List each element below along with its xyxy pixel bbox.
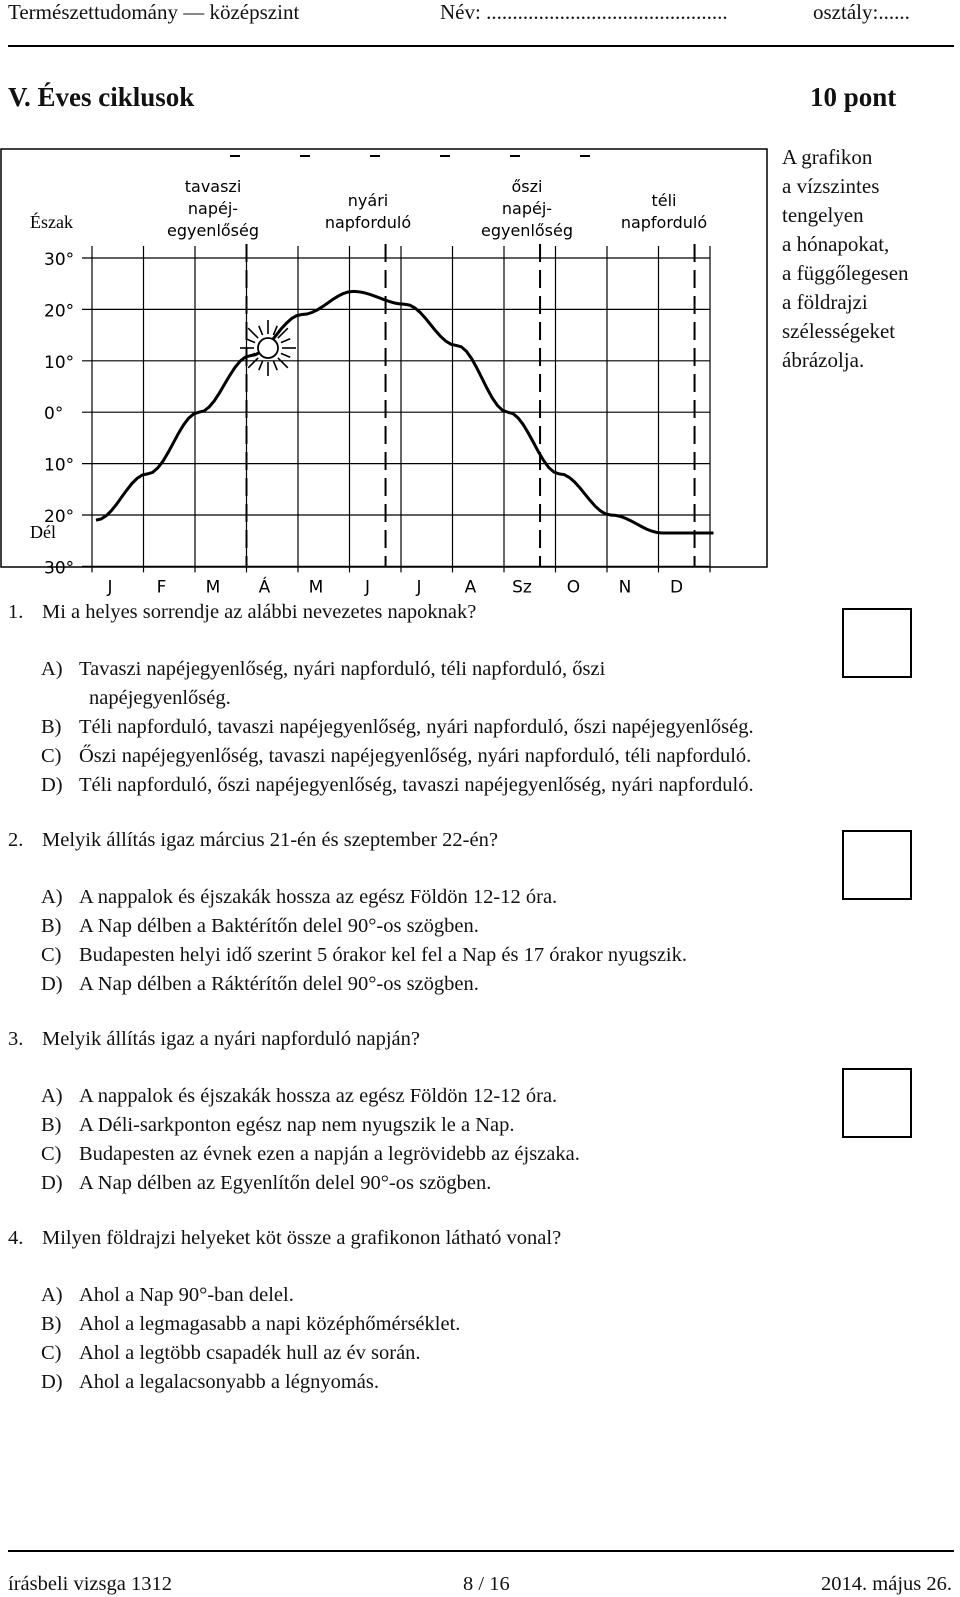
class-field-label: osztály:...... [813, 0, 910, 24]
page-number: 8 / 16 [463, 1573, 510, 1595]
question-text: Mi a helyes sorrendje az alábbi nevezetes napoknak? [42, 601, 477, 623]
event-label-line: napforduló [324, 213, 412, 232]
option-text: Téli napforduló, tavaszi napéjegyenlőség, nyári napforduló, őszi napéjegyenlőség. [79, 716, 754, 738]
option-letter: A) [41, 1085, 63, 1107]
month-label: J [416, 577, 422, 598]
option-text: A Nap délben a Baktérítőn delel 90°-os szögben. [79, 915, 479, 937]
option-text: Ahol a legalacsonyabb a légnyomás. [79, 1371, 380, 1393]
description-line: a függőlegesen [782, 261, 909, 285]
page-header [8, 0, 940, 28]
event-label-line: tavaszi [184, 177, 242, 196]
option-b [41, 1310, 460, 1339]
month-label: J [107, 577, 113, 598]
option-letter: C) [41, 1342, 62, 1364]
answer-box-3[interactable] [842, 1068, 912, 1138]
footer-date: 2014. május 26. [821, 1573, 952, 1595]
option-text: Budapesten az évnek ezen a napján a legrövidebb az éjszaka. [79, 1143, 580, 1165]
option-letter: D) [41, 1172, 63, 1194]
option-letter: D) [41, 774, 63, 796]
option-c [41, 742, 751, 771]
option-letter: C) [41, 1143, 62, 1165]
description-line: A grafikon [782, 145, 873, 169]
option-text: Budapesten helyi idő szerint 5 órakor kel fel a Nap és 17 órakor nyugszik. [79, 944, 687, 966]
month-label: F [156, 577, 167, 598]
y-tick-label: 10° [44, 352, 75, 373]
y-tick-label: 30° [44, 558, 75, 579]
month-label: M [308, 577, 324, 598]
event-label-line: egyenlőség [166, 221, 260, 240]
option-letter: B) [41, 915, 62, 937]
option-d [41, 1169, 491, 1198]
option-text: Ahol a Nap 90°-ban delel. [79, 1284, 294, 1306]
month-label: A [464, 577, 477, 598]
description-line: szélességeket [782, 319, 896, 343]
option-text: A Nap délben az Egyenlítőn delel 90°-os szögben. [79, 1172, 492, 1194]
event-label-line: napéj- [187, 199, 239, 218]
section-points: 10 pont [810, 82, 897, 112]
question-number: 2. [8, 829, 24, 851]
option-a [41, 655, 606, 709]
question-text: Milyen földrajzi helyeket köt össze a grafikonon látható vonal? [42, 1227, 562, 1249]
event-label-line: őszi [511, 177, 543, 196]
header-rule [8, 45, 954, 47]
month-label: O [566, 577, 581, 598]
option-letter: B) [41, 1313, 62, 1335]
option-text: Tavaszi napéjegyenlőség, nyári napforduló, téli napforduló, őszi [79, 658, 606, 680]
month-label: Sz [512, 577, 532, 598]
description-line: a földrajzi [782, 290, 868, 314]
month-label: J [364, 577, 371, 598]
option-c [41, 941, 687, 970]
option-c [41, 1339, 421, 1368]
question-number: 3. [8, 1028, 24, 1050]
event-label-line: nyári [347, 191, 389, 210]
y-tick-label: 20° [44, 301, 75, 322]
option-text: A nappalok és éjszakák hossza az egész Földön 12-12 óra. [79, 1085, 558, 1107]
month-label: M [205, 577, 221, 598]
solar-declination-figure [0, 148, 768, 598]
option-text: Téli napforduló, őszi napéjegyenlőség, tavaszi napéjegyenlőség, nyári napforduló. [79, 774, 754, 796]
question-number: 1. [8, 601, 24, 623]
option-text: Ahol a legtöbb csapadék hull az év során. [79, 1342, 421, 1364]
option-letter: D) [41, 973, 63, 995]
sun-icon [240, 320, 296, 376]
option-c [41, 1140, 580, 1169]
description-line: ábrázolja. [782, 348, 865, 372]
option-letter: A) [41, 658, 63, 680]
option-text-continuation: napéjegyenlőség. [89, 687, 231, 709]
description-line: tengelyen [782, 203, 864, 227]
option-b [41, 1111, 515, 1140]
event-label-line: napéj- [501, 199, 553, 218]
y-tick-label: 0° [44, 404, 64, 425]
option-text: A nappalok és éjszakák hossza az egész Földön 12-12 óra. [79, 886, 558, 908]
y-tick-label: 20° [44, 507, 75, 527]
option-letter: D) [41, 1371, 63, 1393]
option-d [41, 1368, 379, 1397]
event-label-line: napforduló [620, 213, 708, 232]
question-number: 4. [8, 1227, 24, 1249]
figure-description [782, 143, 952, 375]
subject-label: Természettudomány — középszint [8, 0, 300, 24]
option-letter: A) [41, 1284, 63, 1306]
y-tick-label: 10° [44, 455, 75, 476]
event-label-line: egyenlőség [480, 221, 574, 240]
option-text: A Nap délben a Ráktérítőn delel 90°-os szögben. [79, 973, 479, 995]
north-label: Észak [30, 212, 73, 232]
footer-exam-id: írásbeli vizsga 1312 [8, 1573, 172, 1595]
y-tick-label: 30° [44, 250, 75, 270]
month-label: N [618, 577, 632, 598]
option-a [41, 1281, 294, 1310]
option-letter: B) [41, 716, 62, 738]
option-text: Ahol a legmagasabb a napi középhőmérséklet. [79, 1313, 461, 1335]
south-label: Dél [30, 522, 56, 542]
footer-rule [8, 1550, 954, 1552]
description-line: a vízszintes [782, 174, 880, 198]
event-label-line: téli [651, 191, 677, 210]
option-letter: C) [41, 745, 62, 767]
question-text: Melyik állítás igaz a nyári napforduló napján? [42, 1028, 420, 1050]
option-a [41, 883, 557, 912]
option-d [41, 970, 479, 999]
answer-box-2[interactable] [842, 830, 912, 900]
figure-svg [0, 148, 768, 598]
option-letter: A) [41, 886, 63, 908]
option-d [41, 771, 754, 800]
answer-box-1[interactable] [842, 608, 912, 678]
option-b [41, 912, 479, 941]
option-letter: C) [41, 944, 62, 966]
month-label: D [669, 577, 684, 598]
name-field-label: Név: .............................................. [440, 0, 728, 24]
option-letter: B) [41, 1114, 62, 1136]
option-text: Őszi napéjegyenlőség, tavaszi napéjegyenlőség, nyári napforduló, téli napforduló. [79, 745, 752, 767]
option-a [41, 1082, 557, 1111]
option-b [41, 713, 754, 742]
month-labels [106, 575, 683, 597]
question-text: Melyik állítás igaz március 21-én és szeptember 22-én? [42, 829, 498, 851]
description-line: a hónapokat, [782, 232, 890, 256]
option-text: A Déli-sarkponton egész nap nem nyugszik le a Nap. [79, 1114, 515, 1136]
section-title: V. Éves ciklusok [8, 82, 195, 112]
month-label: Á [258, 577, 271, 598]
